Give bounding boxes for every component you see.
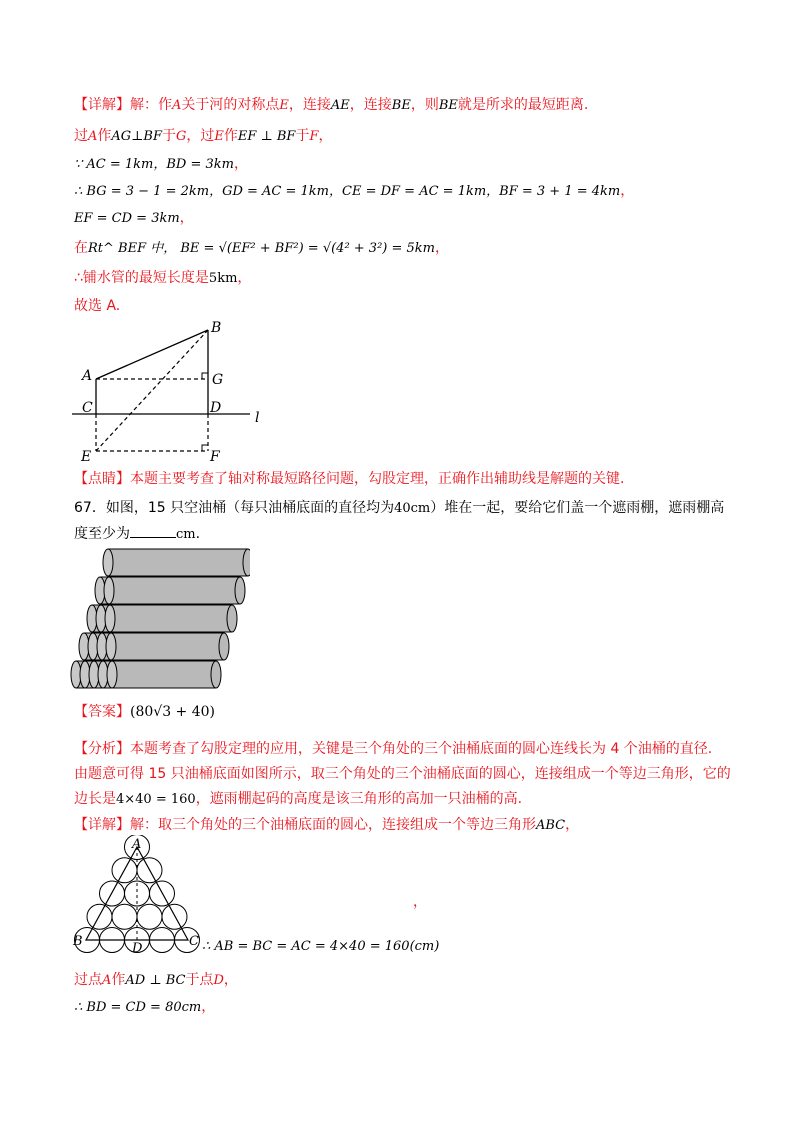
barrel-row-body xyxy=(100,577,240,604)
barrel-face xyxy=(106,633,116,660)
barrel-face xyxy=(103,549,113,576)
label-A: A xyxy=(132,837,142,852)
remark-line: 【点睛】本题主要考查了轴对称最短路径问题，勾股定理，正确作出辅助线是解题的关键. xyxy=(74,471,625,487)
barrel-circle xyxy=(87,904,112,929)
label-E: E xyxy=(81,449,92,465)
label-C: C xyxy=(82,400,93,416)
detail-line-4: ∴ BG = 3 − 1 = 2km，GD = AC = 1km，CE = DF = AC = 1km，BF = 3 + 1 = 4km， xyxy=(74,183,635,199)
barrel-face xyxy=(107,661,117,688)
barrel-row-body xyxy=(108,549,248,576)
barrel-row-end xyxy=(227,605,237,632)
detail2-line-2: 过点A作AD ⊥ BC于点D， xyxy=(74,972,238,988)
circle-triangle-figure xyxy=(70,835,210,955)
question-67-line-1: 67．如图，15 只空油桶（每只油桶底面的直径均为40cm）堆在一起，要给它们盖一个遮雨棚，遮雨棚高 xyxy=(74,500,725,516)
segment-AB xyxy=(96,330,208,379)
detail-line-7: ∴铺水管的最短长度是5km， xyxy=(74,270,252,286)
right-angle-G xyxy=(202,373,208,379)
barrel-circle xyxy=(137,904,162,929)
detail-line-3: ∵ AC = 1km，BD = 3km， xyxy=(74,156,248,172)
label-D: D xyxy=(210,400,222,416)
barrel-row-end xyxy=(235,577,245,604)
detail2-line-3: ∴ BD = CD = 80cm， xyxy=(74,999,216,1015)
barrel-row-end xyxy=(211,661,221,688)
barrel-circle xyxy=(162,904,187,929)
label-B: B xyxy=(211,320,222,336)
river-geometry-figure xyxy=(70,318,270,466)
detail-line-5: EF = CD = 3km， xyxy=(74,210,194,226)
label-G: G xyxy=(212,372,224,388)
segment-BE xyxy=(96,330,208,451)
barrel-row-end xyxy=(243,549,250,576)
barrel-face xyxy=(105,605,115,632)
oil-barrel-stack-figure xyxy=(70,545,250,691)
right-angle-F xyxy=(202,445,208,451)
analysis-line-2: 由题意可得 15 只油桶底面如图所示，取三个角处的三个油桶底面的圆心，连接组成一个等边三角形，它的 xyxy=(74,766,731,782)
answer-blank xyxy=(130,523,176,538)
label-B: B xyxy=(73,934,83,949)
barrel-row-end xyxy=(219,633,229,660)
detail-line-2: 过A作AG⊥BF于G，过E作EF ⊥ BF于F， xyxy=(74,128,333,144)
triangle-equation: ∴ AB = BC = AC = 4×40 = 160(cm) xyxy=(202,939,440,954)
label-D: D xyxy=(132,941,143,955)
barrel-face xyxy=(104,577,114,604)
label-C: C xyxy=(189,934,199,949)
label-l: l xyxy=(255,410,260,426)
detail-line-8: 故选 A. xyxy=(74,298,121,314)
analysis-line-3: 边长是4×40 = 160，遮雨棚起码的高度是该三角形的高加一只油桶的高. xyxy=(74,791,523,807)
barrel-circle xyxy=(112,904,137,929)
label-A: A xyxy=(82,368,93,384)
stray-comma: ， xyxy=(413,894,427,910)
label-F: F xyxy=(210,449,220,465)
detail-line-1: 【详解】解：作A关于河的对称点E，连接AE，连接BE，则BE就是所求的最短距离. xyxy=(74,97,589,113)
detail2-line-1: 【详解】解：取三个角处的三个油桶底面的圆心，连接组成一个等边三角形ABC， xyxy=(74,817,580,833)
detail-line-6: 在Rt^ BEF 中， BE = √(EF² + BF²) = √(4² + 3²) = 5km， xyxy=(74,240,449,256)
analysis-line-1: 【分析】本题考查了勾股定理的应用，关键是三个角处的三个油桶底面的圆心连线长为 4 个油桶的直径. xyxy=(74,741,713,757)
question-67-line-2: 度至少为 cm. xyxy=(74,523,200,545)
answer-line: 【答案】(80√3 + 40) xyxy=(74,704,216,720)
